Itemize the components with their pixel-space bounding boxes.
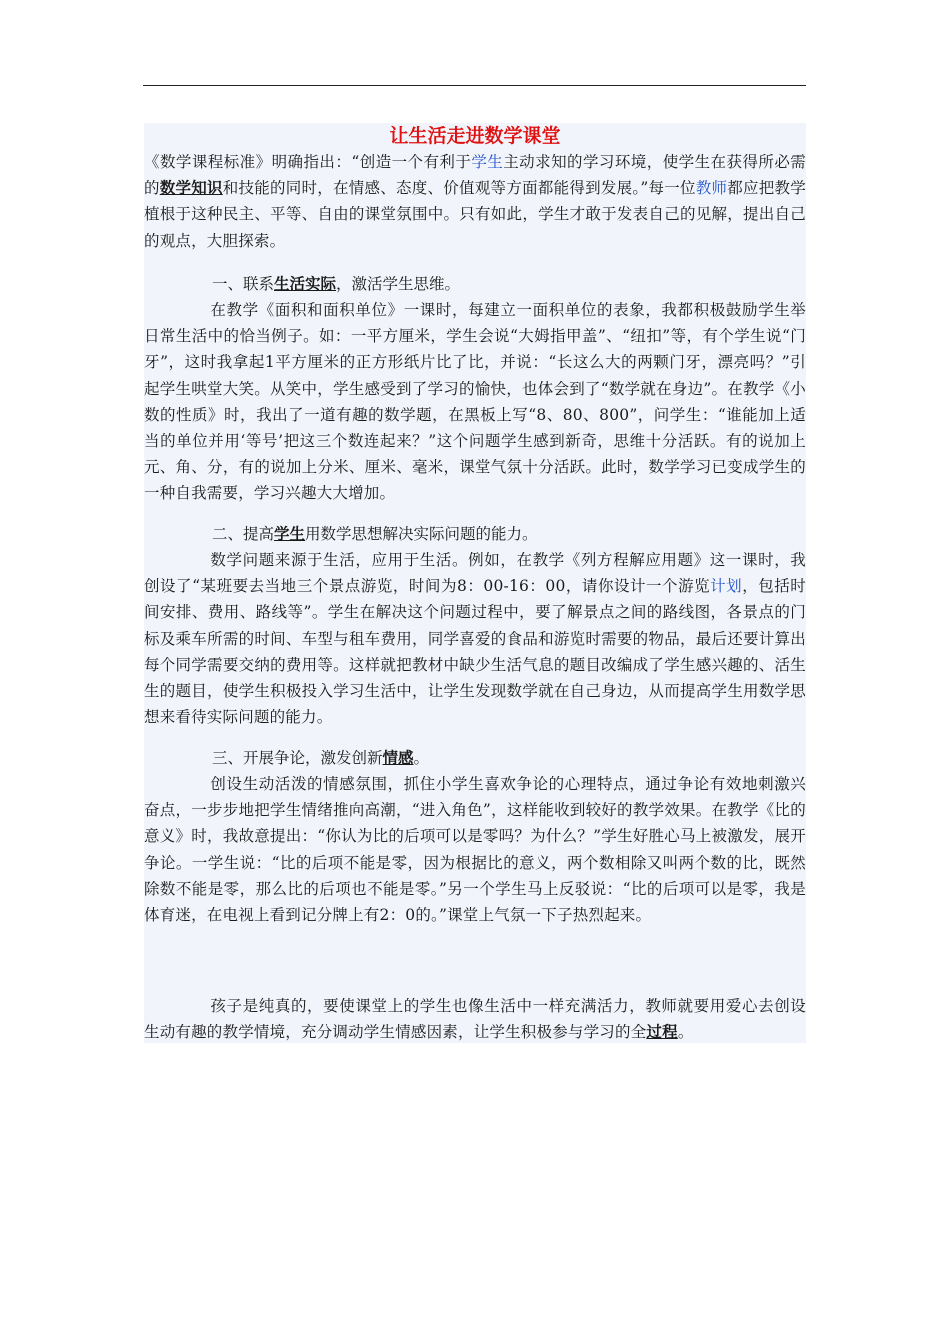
article	[144, 123, 806, 1043]
plan-link[interactable]: 计划	[710, 577, 743, 596]
section2-text: 数学问题来源于生活，应用于生活。例如，在教学《列方程解应用题》这一课时，我创设了“某班要去当地三个景点游览，时间为8：00-16：00，请你设计一个游览	[144, 551, 806, 596]
heading-text: 一、联系	[212, 275, 275, 293]
section2-body	[144, 547, 806, 730]
heading-text: 用数学思想解决实际问题的能力。	[305, 525, 538, 543]
heading-text: ，激活学生思维。	[336, 275, 461, 293]
process-link[interactable]: 过程	[646, 1022, 678, 1042]
emotion-link[interactable]: 情感	[382, 748, 414, 767]
section1-heading	[212, 271, 460, 297]
student-link[interactable]: 学生	[471, 153, 504, 171]
intro-text: 《数学课程标准》明确指出：“创造一个有利于	[144, 153, 472, 171]
conclusion-text: 。	[677, 1023, 694, 1042]
header-rule	[143, 85, 806, 86]
teacher-link[interactable]: 教师	[695, 179, 728, 198]
conclusion-text: 孩子是纯真的，要使课堂上的学生也像生活中一样充满活力，教师就要用爱心去创设生动有趣的教学情境，充分调动学生情感因素，让学生积极参与学习的全	[144, 997, 806, 1042]
intro-paragraph	[144, 149, 806, 254]
conclusion-paragraph	[144, 993, 806, 1045]
intro-text: 和技能的同时，在情感、态度、价值观等方面都能得到发展。”每一位	[222, 179, 696, 198]
intro-text: 都应把教学植根于这种民主、平等、自由的课堂氛围中。只有如此，学生才敢于发表自己的见解，提出自己的观点，大胆探索。	[144, 179, 806, 250]
life-reality-link[interactable]: 生活实际	[274, 274, 337, 293]
section1-text: 在教学《面积和面积单位》一课时，每建立一面积单位的表象，我都积极鼓励学生举日常生活中的恰当例子。如：一平方厘米，学生会说“大姆指甲盖”、“纽扣”等，有个学生说“门牙”，这时我拿起1平方厘米的正方形纸片比了比，并说：“长这么大的两颗门牙，漂亮吗？”引起学生哄堂大笑。从笑中，学生感受到了学习的愉快，也体会到了“数学就在身边”。在教学《小数的性质》时，我出了一道有趣的数学题，在黑板上写“8、80、800”，问学生：“谁能加上适当的单位并用‘等号’把这三个数连起来？”这个问题学生感到新奇，思维十分活跃。有的说加上元、角、分，有的说加上分米、厘米、毫米，课堂气氛十分活跃。此时，数学学习已变成学生的一种自我需要，学习兴趣大大增加。	[144, 301, 806, 503]
section2-heading	[212, 521, 538, 547]
section2-text: ，包括时间安排、费用、路线等”。学生在解决这个问题过程中，要了解景点之间的路线图，各景点的门标及乘车所需的时间、车型与租车费用，同学喜爱的食品和游览时需要的物品，最后还要计算出每个同学需要交纳的费用等。这样就把教材中缺少生活气息的题目改编成了学生感兴趣的、活生生的题目，使学生积极投入学习生活中，让学生发现数学就在自己身边，从而提高学生用数学思想来看待实际问题的能力。	[144, 577, 806, 727]
section3-text: 创设生动活泼的情感氛围，抓住小学生喜欢争论的心理特点，通过争论有效地刺激兴奋点，一步步地把学生情绪推向高潮，“进入角色”，这样能收到较好的教学效果。在教学《比的意义》时，我故意提出：“你认为比的后项可以是零吗？为什么？”学生好胜心马上被激发，展开争论。一学生说：“比的后项不能是零，因为根据比的意义，两个数相除又叫两个数的比，既然除数不能是零，那么比的后项也不能是零。”另一个学生马上反驳说：“比的后项可以是零，我是体育迷，在电视上看到记分牌上有2：0的。”课堂上气氛一下子热烈起来。	[144, 775, 806, 925]
heading-text: 。	[413, 749, 430, 767]
section1-body	[144, 297, 806, 507]
heading-text: 二、提高	[212, 525, 275, 543]
section3-body	[144, 771, 806, 928]
section3-heading	[212, 745, 429, 771]
math-knowledge-link[interactable]: 数学知识	[159, 178, 223, 198]
intro-text: 主动求知的学习环境，使学生在获得所必需的	[144, 153, 806, 198]
student-link[interactable]: 学生	[274, 524, 306, 543]
article-title: 让生活走进数学课堂	[389, 125, 561, 147]
heading-text: 三、开展争论，激发创新	[212, 749, 383, 767]
